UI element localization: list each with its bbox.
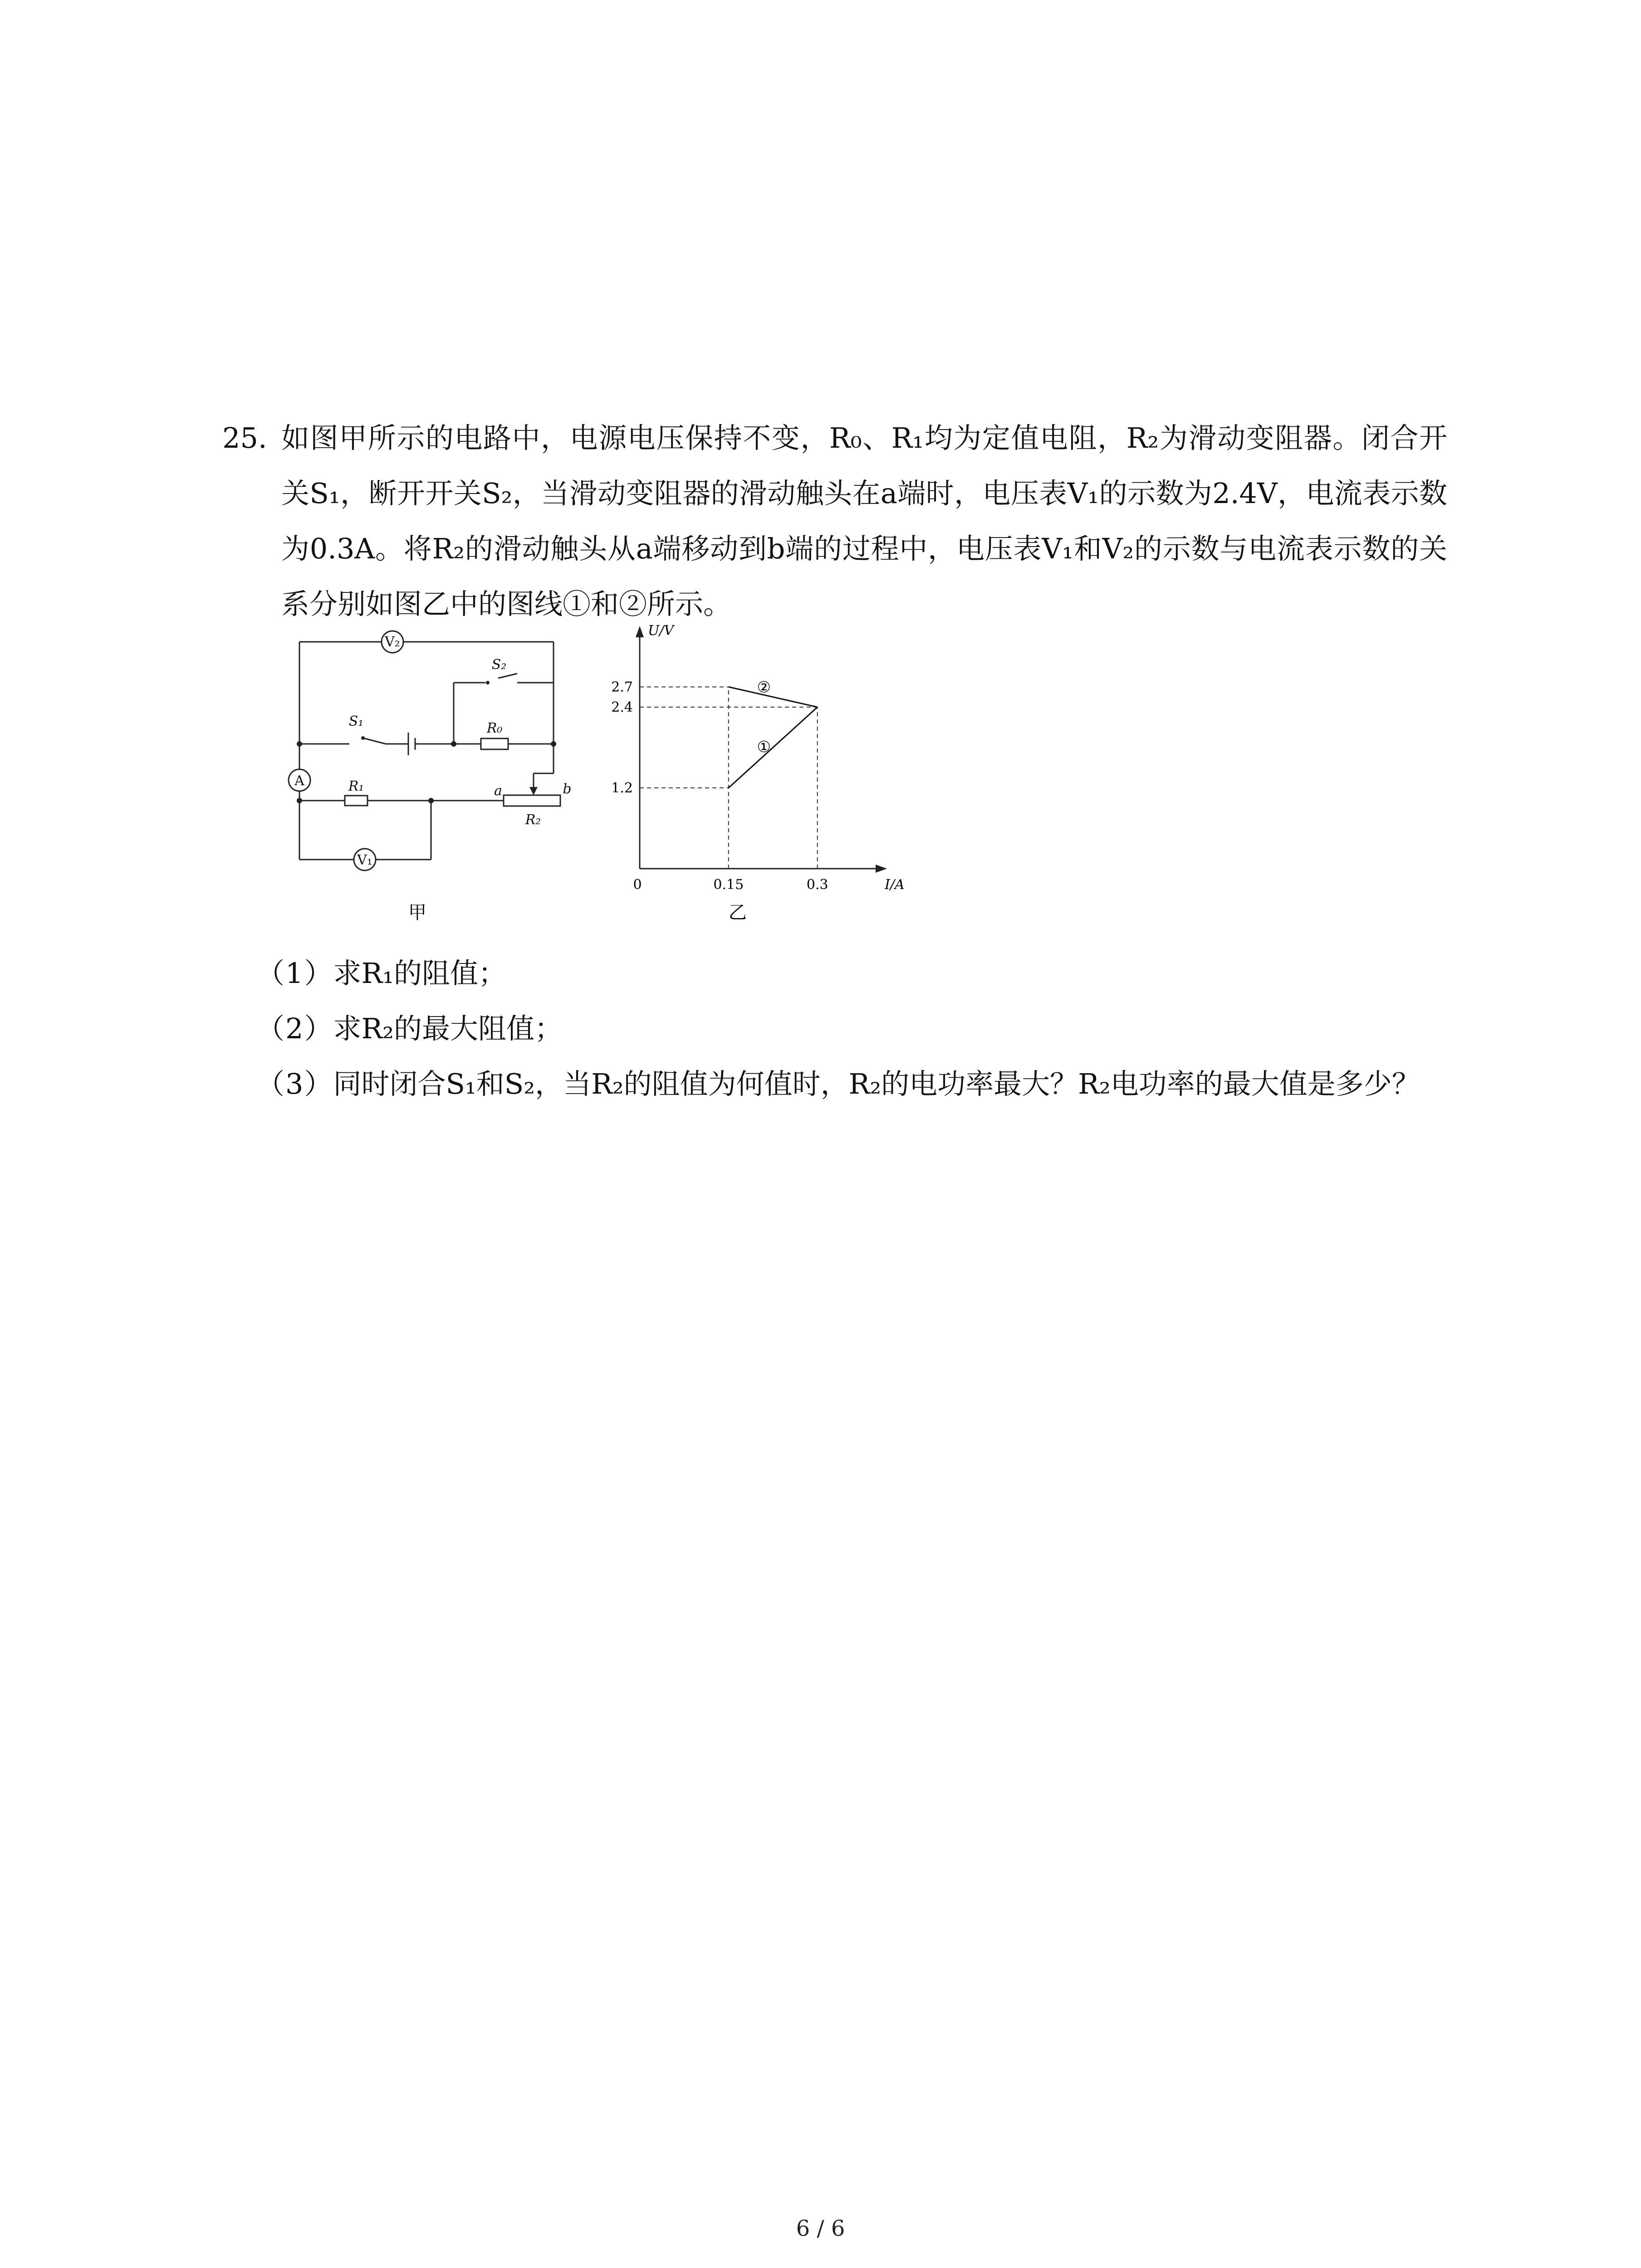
b-label: b bbox=[563, 781, 572, 797]
a-label: a bbox=[494, 783, 502, 799]
v1-label: V₁ bbox=[357, 852, 372, 868]
r1-label: R₁ bbox=[348, 778, 364, 794]
y-axis-label: U/V bbox=[648, 623, 674, 639]
origin-label: 0 bbox=[633, 877, 642, 893]
problem-number: 25. bbox=[222, 421, 267, 455]
r0-label: R₀ bbox=[486, 720, 503, 736]
question-3: （3）同时闭合S₁和S₂，当R₂的阻值为何值时，R₂的电功率最大？R₂电功率的最大值是多少？ bbox=[256, 1067, 1420, 1100]
ammeter-label: A bbox=[294, 773, 304, 789]
series-line-1 bbox=[729, 707, 818, 788]
x-axis-arrow bbox=[876, 865, 887, 873]
y-tick-label: 2.7 bbox=[611, 679, 633, 695]
r2-label: R₂ bbox=[525, 812, 541, 828]
graph-caption: 乙 bbox=[728, 902, 747, 923]
s1-label: S₁ bbox=[348, 714, 364, 729]
page-number: 6 / 6 bbox=[796, 2216, 845, 2241]
questions bbox=[256, 946, 1459, 1112]
graph-yi bbox=[590, 624, 916, 941]
x-tick-label: 0.3 bbox=[806, 877, 828, 893]
y-tick-label: 2.4 bbox=[611, 699, 633, 715]
series-line-2 bbox=[729, 687, 818, 707]
series-label-1: ① bbox=[757, 738, 771, 756]
s2-label: S₂ bbox=[491, 657, 507, 673]
v2-label: V₂ bbox=[385, 634, 400, 650]
y-tick-label: 1.2 bbox=[611, 780, 633, 796]
x-axis-label: I/A bbox=[885, 877, 905, 893]
problem-stem: 如图甲所示的电路中，电源电压保持不变，R₀、R₁均为定值电阻，R₂为滑动变阻器。闭合开关S₁，断开开关S₂，当滑动变阻器的滑动触头在a端时，电压表V₁的示数为2.4V，电流表示数为0.3A。将R₂的滑动触头从a端移动到b端的过程中，电压表V₁和V₂的示数与电流表示数的关系分别如图乙中的图线①和②所示。 bbox=[281, 421, 1447, 621]
circuit-diagram bbox=[272, 624, 572, 941]
question-1: （1）求R₁的阻值； bbox=[256, 957, 506, 990]
question-2: （2）求R₂的最大阻值； bbox=[256, 1012, 563, 1045]
circuit-caption: 甲 bbox=[408, 902, 426, 923]
y-axis-arrow bbox=[636, 626, 644, 637]
series-label-2: ② bbox=[757, 678, 771, 697]
x-tick-label: 0.15 bbox=[713, 877, 744, 893]
figures bbox=[272, 624, 907, 941]
problem-25 bbox=[222, 411, 1447, 632]
